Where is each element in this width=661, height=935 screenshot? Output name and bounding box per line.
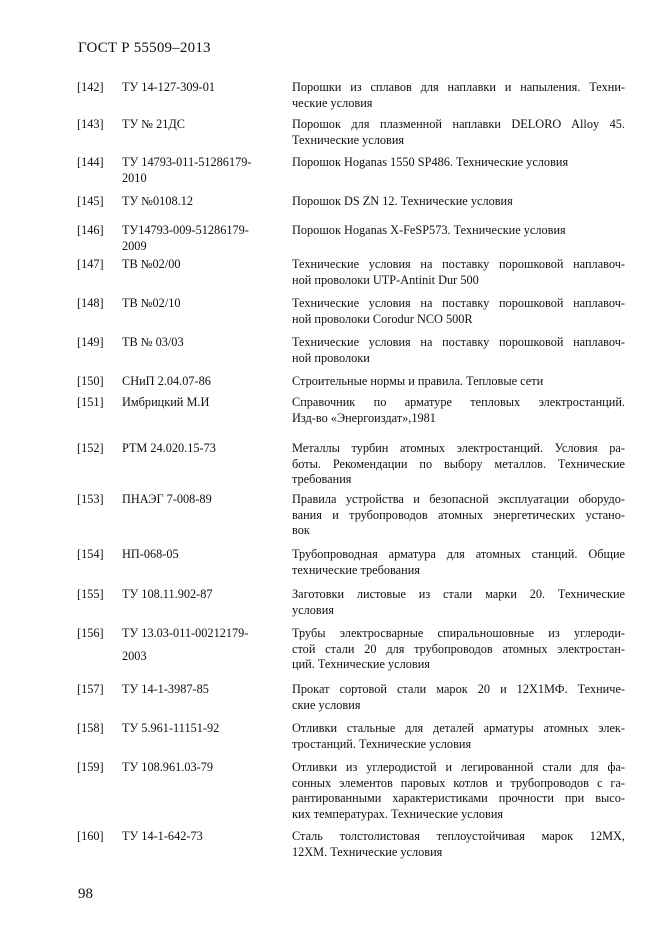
reference-description-line: ной проволоки UTP-Antinit Dur 500	[292, 272, 479, 287]
reference-description-line: Технические условия на поставку порошковой наплавоч-	[292, 257, 625, 271]
reference-description-line: Отливки из углеродистой и легированной стали для фа-	[292, 760, 625, 774]
reference-description	[292, 296, 625, 327]
reference-description-line: стой стали 20 для трубопроводов атомных электростан-	[292, 641, 625, 656]
reference-description	[292, 760, 625, 822]
reference-description-line: ной проволоки	[292, 350, 370, 365]
reference-code-line: ТУ 108.11.902-87	[122, 587, 213, 601]
reference-description-line: ций. Технические условия	[292, 657, 430, 671]
reference-description	[292, 626, 625, 673]
reference-number: [142]	[77, 80, 104, 94]
reference-code	[122, 441, 282, 457]
reference-code-line: Имбрицкий М.И	[122, 395, 210, 409]
reference-description-line: Металлы турбин атомных электростанций. Условия ра-	[292, 441, 625, 455]
reference-code-line: ТУ 14-1-3987-85	[122, 682, 209, 696]
reference-number: [146]	[77, 223, 104, 237]
page-number: 98	[78, 886, 93, 902]
reference-code	[122, 335, 282, 351]
reference-number: [153]	[77, 492, 104, 506]
reference-description	[292, 492, 625, 539]
reference-description-line: рантированными характеристиками прочности при высо-	[292, 791, 625, 805]
reference-code	[122, 760, 282, 776]
reference-code	[122, 257, 282, 273]
reference-code	[122, 374, 282, 390]
reference-description-line: Порошки из сплавов для наплавки и напыления. Техни-	[292, 80, 625, 94]
reference-code-line: ТУ14793-009-51286179-	[122, 223, 249, 237]
reference-description-line: технические требования	[292, 562, 420, 577]
reference-description-line: условия	[292, 602, 334, 617]
reference-code	[122, 492, 282, 508]
reference-description	[292, 117, 625, 148]
reference-description-line: Заготовки листовые из стали марки 20. Технические	[292, 587, 625, 601]
reference-description-line: вания и трубопроводов атомных энергетических устано-	[292, 507, 625, 522]
reference-description-line: Сталь толстолистовая теплоустойчивая марок 12МХ,	[292, 829, 625, 843]
reference-code	[122, 547, 282, 563]
reference-description	[292, 682, 625, 713]
reference-description	[292, 257, 625, 288]
reference-number: [150]	[77, 374, 104, 388]
reference-description-line: Справочник по арматуре тепловых электростанций.	[292, 395, 625, 409]
reference-code	[122, 296, 282, 312]
reference-number: [148]	[77, 296, 104, 310]
reference-description-line: Технические условия на поставку порошковой наплавоч-	[292, 296, 625, 310]
reference-code	[122, 80, 282, 96]
reference-code-line: ТУ 14-127-309-01	[122, 80, 216, 94]
reference-code-line: ПНАЭГ 7-008-89	[122, 492, 212, 506]
reference-description-line: Технические условия на поставку порошковой наплавоч-	[292, 335, 625, 349]
reference-description	[292, 155, 625, 171]
reference-description	[292, 547, 625, 578]
reference-code	[122, 117, 282, 133]
reference-number: [158]	[77, 721, 104, 735]
reference-description-line: Изд-во «Энергоиздат»,1981	[292, 410, 436, 425]
reference-number: [149]	[77, 335, 104, 349]
reference-code-line: ТВ №02/10	[122, 296, 181, 310]
reference-description	[292, 335, 625, 366]
reference-description-line: Порошок Hoganas X-FeSP573. Технические условия	[292, 223, 566, 237]
reference-description-line: Порошок DS ZN 12. Технические условия	[292, 194, 513, 208]
reference-code-line: ТУ 5.961-11151-92	[122, 721, 220, 735]
reference-code-line: ТУ №0108.12	[122, 194, 193, 208]
reference-description-line: тростанций. Технические условия	[292, 736, 472, 751]
reference-description	[292, 374, 625, 390]
reference-code-line: ТУ 14793-011-51286179-	[122, 155, 252, 169]
reference-code	[122, 155, 282, 186]
reference-code-line: ТУ 13.03-011-00212179-	[122, 626, 249, 640]
reference-code	[122, 721, 282, 737]
reference-number: [152]	[77, 441, 104, 455]
reference-number: [155]	[77, 587, 104, 601]
reference-description-line: Строительные нормы и правила. Тепловые сети	[292, 374, 544, 388]
reference-code-line: ТУ 108.961.03-79	[122, 760, 214, 774]
reference-description	[292, 587, 625, 618]
reference-number: [156]	[77, 626, 104, 640]
reference-description	[292, 441, 625, 488]
reference-description	[292, 721, 625, 752]
reference-description-line: Отливки стальные для деталей арматуры атомных элек-	[292, 721, 625, 735]
reference-code-line: НП-068-05	[122, 547, 179, 561]
reference-description	[292, 829, 625, 860]
reference-code-line: РТМ 24.020.15-73	[122, 441, 216, 455]
reference-number: [157]	[77, 682, 104, 696]
reference-description-line: ких температурах. Технические условия	[292, 806, 504, 821]
reference-description	[292, 194, 625, 210]
reference-code-line: 2003	[122, 649, 147, 663]
reference-description	[292, 395, 625, 426]
reference-description-line: Правила устройства и безопасной эксплуатации оборудо-	[292, 492, 625, 506]
reference-description-line: Технические условия	[292, 132, 405, 147]
reference-description-line: боты. Рекомендации по выбору металлов. Технические	[292, 456, 625, 471]
reference-code-line: 2009	[122, 238, 147, 253]
reference-code	[122, 587, 282, 603]
reference-code-line: 2010	[122, 170, 147, 185]
reference-description-line: Порошок Hoganas 1550 SP486. Технические условия	[292, 155, 569, 169]
reference-number: [145]	[77, 194, 104, 208]
reference-description-line: ческие условия	[292, 95, 373, 110]
reference-description-line: Трубы электросварные спиральношовные из углероди-	[292, 626, 625, 640]
reference-description-line: ной проволоки Corodur NCO 500R	[292, 311, 473, 326]
reference-number: [144]	[77, 155, 104, 169]
reference-description-line: сонных элементов паровых котлов и трубопроводов с га-	[292, 775, 625, 790]
reference-number: [151]	[77, 395, 104, 409]
reference-code	[122, 829, 282, 845]
reference-description	[292, 223, 625, 239]
reference-code	[122, 223, 282, 254]
reference-code-line: ТВ №02/00	[122, 257, 181, 271]
document-header: ГОСТ Р 55509–2013	[78, 40, 211, 56]
reference-description-line: ские условия	[292, 697, 361, 712]
reference-description-line: Порошок для плазменной наплавки DELORO Alloy 45.	[292, 117, 625, 131]
reference-number: [147]	[77, 257, 104, 271]
reference-number: [143]	[77, 117, 104, 131]
reference-code	[122, 682, 282, 698]
reference-description-line: вок	[292, 523, 310, 537]
reference-code-line: ТВ № 03/03	[122, 335, 184, 349]
reference-code	[122, 194, 282, 210]
reference-description-line: требования	[292, 472, 352, 486]
reference-description-line: Трубопроводная арматура для атомных станций. Общие	[292, 547, 625, 561]
reference-number: [159]	[77, 760, 104, 774]
reference-code-line: ТУ 14-1-642-73	[122, 829, 203, 843]
reference-number: [154]	[77, 547, 104, 561]
reference-code-line: СНиП 2.04.07-86	[122, 374, 211, 388]
reference-description	[292, 80, 625, 111]
reference-code-line: ТУ № 21ДС	[122, 117, 185, 131]
reference-number: [160]	[77, 829, 104, 843]
reference-code	[122, 395, 282, 411]
reference-description-line: 12ХМ. Технические условия	[292, 844, 443, 859]
reference-description-line: Прокат сортовой стали марок 20 и 12Х1МФ. Техниче-	[292, 682, 625, 696]
